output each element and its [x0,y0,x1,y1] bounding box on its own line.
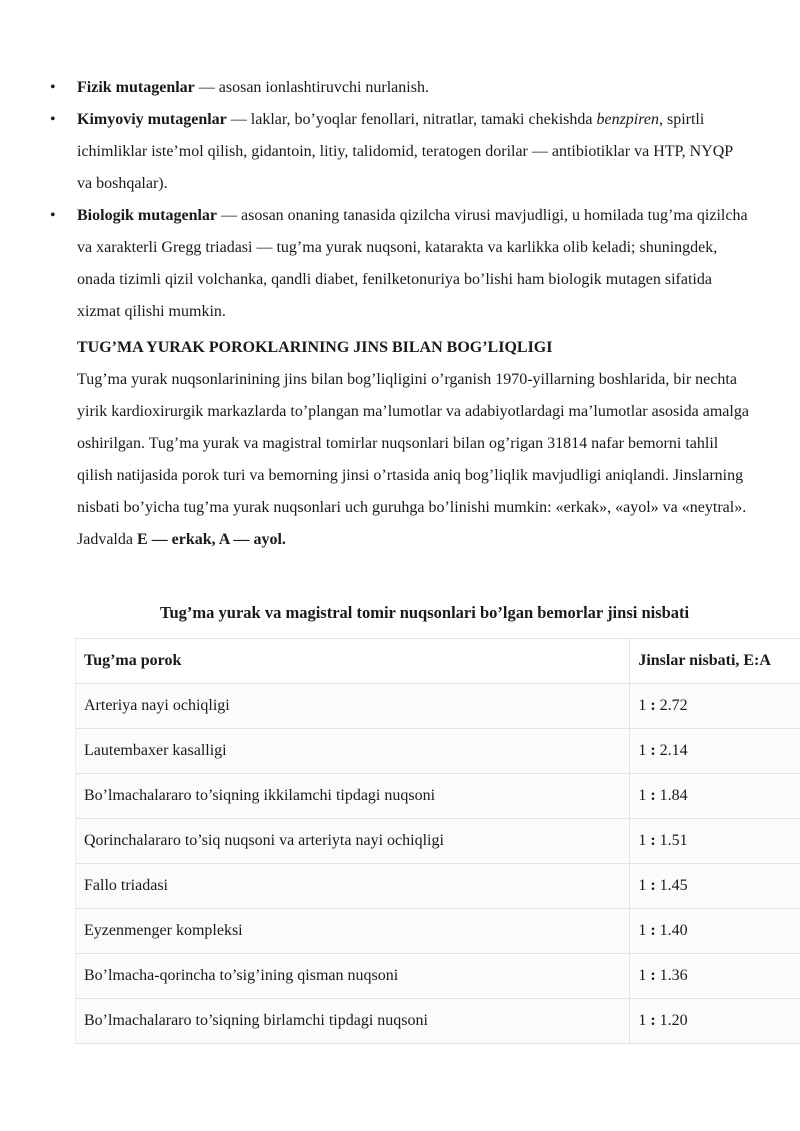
table-row [76,729,800,774]
table-caption: Tug’ma yurak va magistral tomir nuqsonlari bo’lgan bemorlar jinsi nisbati [160,603,690,622]
ratio-male: 1 [638,877,647,894]
mutagen-list [50,72,750,328]
defect-name-cell: Lautembaxer kasalligi [76,729,630,774]
table-row [76,909,800,954]
ratio-female: 1.20 [659,1012,688,1029]
list-item [50,72,750,104]
defect-name-cell: Eyzenmenger kompleksi [76,909,630,954]
table-row [76,864,800,909]
defect-name-cell: Bo’lmachalararo to’siqning birlamchi tipdagi nuqsoni [76,999,630,1044]
table-header-row [76,639,800,684]
section-paragraph [77,364,757,556]
ratio-male: 1 [638,697,647,714]
defect-name-cell: Fallo triadasi [76,864,630,909]
ratio-cell [630,999,800,1044]
section-body [77,332,757,556]
header-defect: Tug’ma porok [76,639,630,684]
ratio-male: 1 [638,742,647,759]
table-body [76,684,800,1044]
ratio-cell [630,729,800,774]
term-description: , spirtli ichimliklar iste’mol qilish, gidantoin, litiy, talidomid, teratogen dorilar — antibiotiklar va HTP, NYQP va boshqalar). [77,111,733,192]
term-italic: benzpiren [596,111,659,128]
header-ratio: Jinslar nisbati, E:A [630,639,800,684]
term-description: — asosan onaning tanasida qizilcha virusi mavjudligi, u homilada tug’ma qizilcha va xarakterli Gregg triadasi — tug’ma yurak nuqsoni, katarakta va karlikka olib keladi; shuningdek, onada tizimli qizil volchanka, qandli diabet, fenilketonuriya bo’lishi ham biologik mutagen sifatida xizmat qilishi mumkin. [77,207,748,320]
ratio-separator: : [646,697,660,714]
bullet-dot: • [50,207,56,224]
table-row [76,954,800,999]
ratio-female: 1.51 [659,832,688,849]
defect-name-cell: Bo’lmacha-qorincha to’sig’ining qisman nuqsoni [76,954,630,999]
ratio-male: 1 [638,967,647,984]
section-heading: TUG’MA YURAK POROKLARINING JINS BILAN BOG’LIQLIGI [77,339,553,356]
table-row [76,774,800,819]
ratio-separator: : [646,967,660,984]
ratio-cell [630,909,800,954]
table-row [76,999,800,1044]
ratio-separator: : [646,832,660,849]
ratio-female: 2.14 [659,742,688,759]
ratio-female: 1.36 [659,967,688,984]
paragraph-text: Tug’ma yurak nuqsonlarinining jins bilan bog’liqligini o’rganish 1970-yillarning boshlarida, bir nechta yirik kardioxirurgik markazlarda to’plangan ma’lumotlar va adabiyotlardagi ma’lumotlar asosida amalga oshirilgan. Tug’ma yurak va magistral tomirlar nuqsonlari bilan og’rigan 31814 nafar bemorni tahlil qilish natijasida porok turi va bemorning jinsi o’rtasida aniq bog’liqlik mavjudligi aniqlandi. Jinslarning nisbati bo’yicha tug’ma yurak nuqsonlari uch guruhga bo’linishi mumkin: «erkak», «ayol» va «neytral». Jadvalda [77,371,749,548]
ratio-female: 1.45 [659,877,688,894]
bullet-dot: • [50,111,56,128]
term-biological: Biologik mutagenlar [77,207,218,224]
bullet-dot: • [50,79,56,96]
ratio-separator: : [646,922,660,939]
ratio-cell [630,819,800,864]
ratio-male: 1 [638,787,647,804]
ratio-cell [630,684,800,729]
ratio-female: 1.84 [659,787,688,804]
ratio-separator: : [646,742,660,759]
term-physical: Fizik mutagenlar [77,79,195,96]
ratio-female: 1.40 [659,922,688,939]
ratio-separator: : [646,877,660,894]
table-row [76,684,800,729]
legend-text: E — erkak, A — ayol. [136,531,286,548]
term-chemical: Kimyoviy mutagenlar [77,111,227,128]
list-item [50,104,750,200]
ratio-male: 1 [638,832,647,849]
ratio-male: 1 [638,922,647,939]
ratio-separator: : [646,787,660,804]
term-description: — asosan ionlashtiruvchi nurlanish. [194,79,429,96]
ratio-female: 2.72 [659,697,688,714]
ratio-cell [630,954,800,999]
defect-name-cell: Qorinchalararo to’siq nuqsoni va arteriyta nayi ochiqligi [76,819,630,864]
ratio-table [75,638,800,1044]
defect-name-cell: Bo’lmachalararo to’siqning ikkilamchi tipdagi nuqsoni [76,774,630,819]
table-row [76,819,800,864]
term-description: — laklar, bo’yoqlar fenollari, nitratlar, tamaki chekishda [226,111,597,128]
ratio-male: 1 [638,1012,647,1029]
ratio-cell [630,774,800,819]
defect-name-cell: Arteriya nayi ochiqligi [76,684,630,729]
ratio-separator: : [646,1012,660,1029]
list-item [50,200,750,328]
ratio-cell [630,864,800,909]
